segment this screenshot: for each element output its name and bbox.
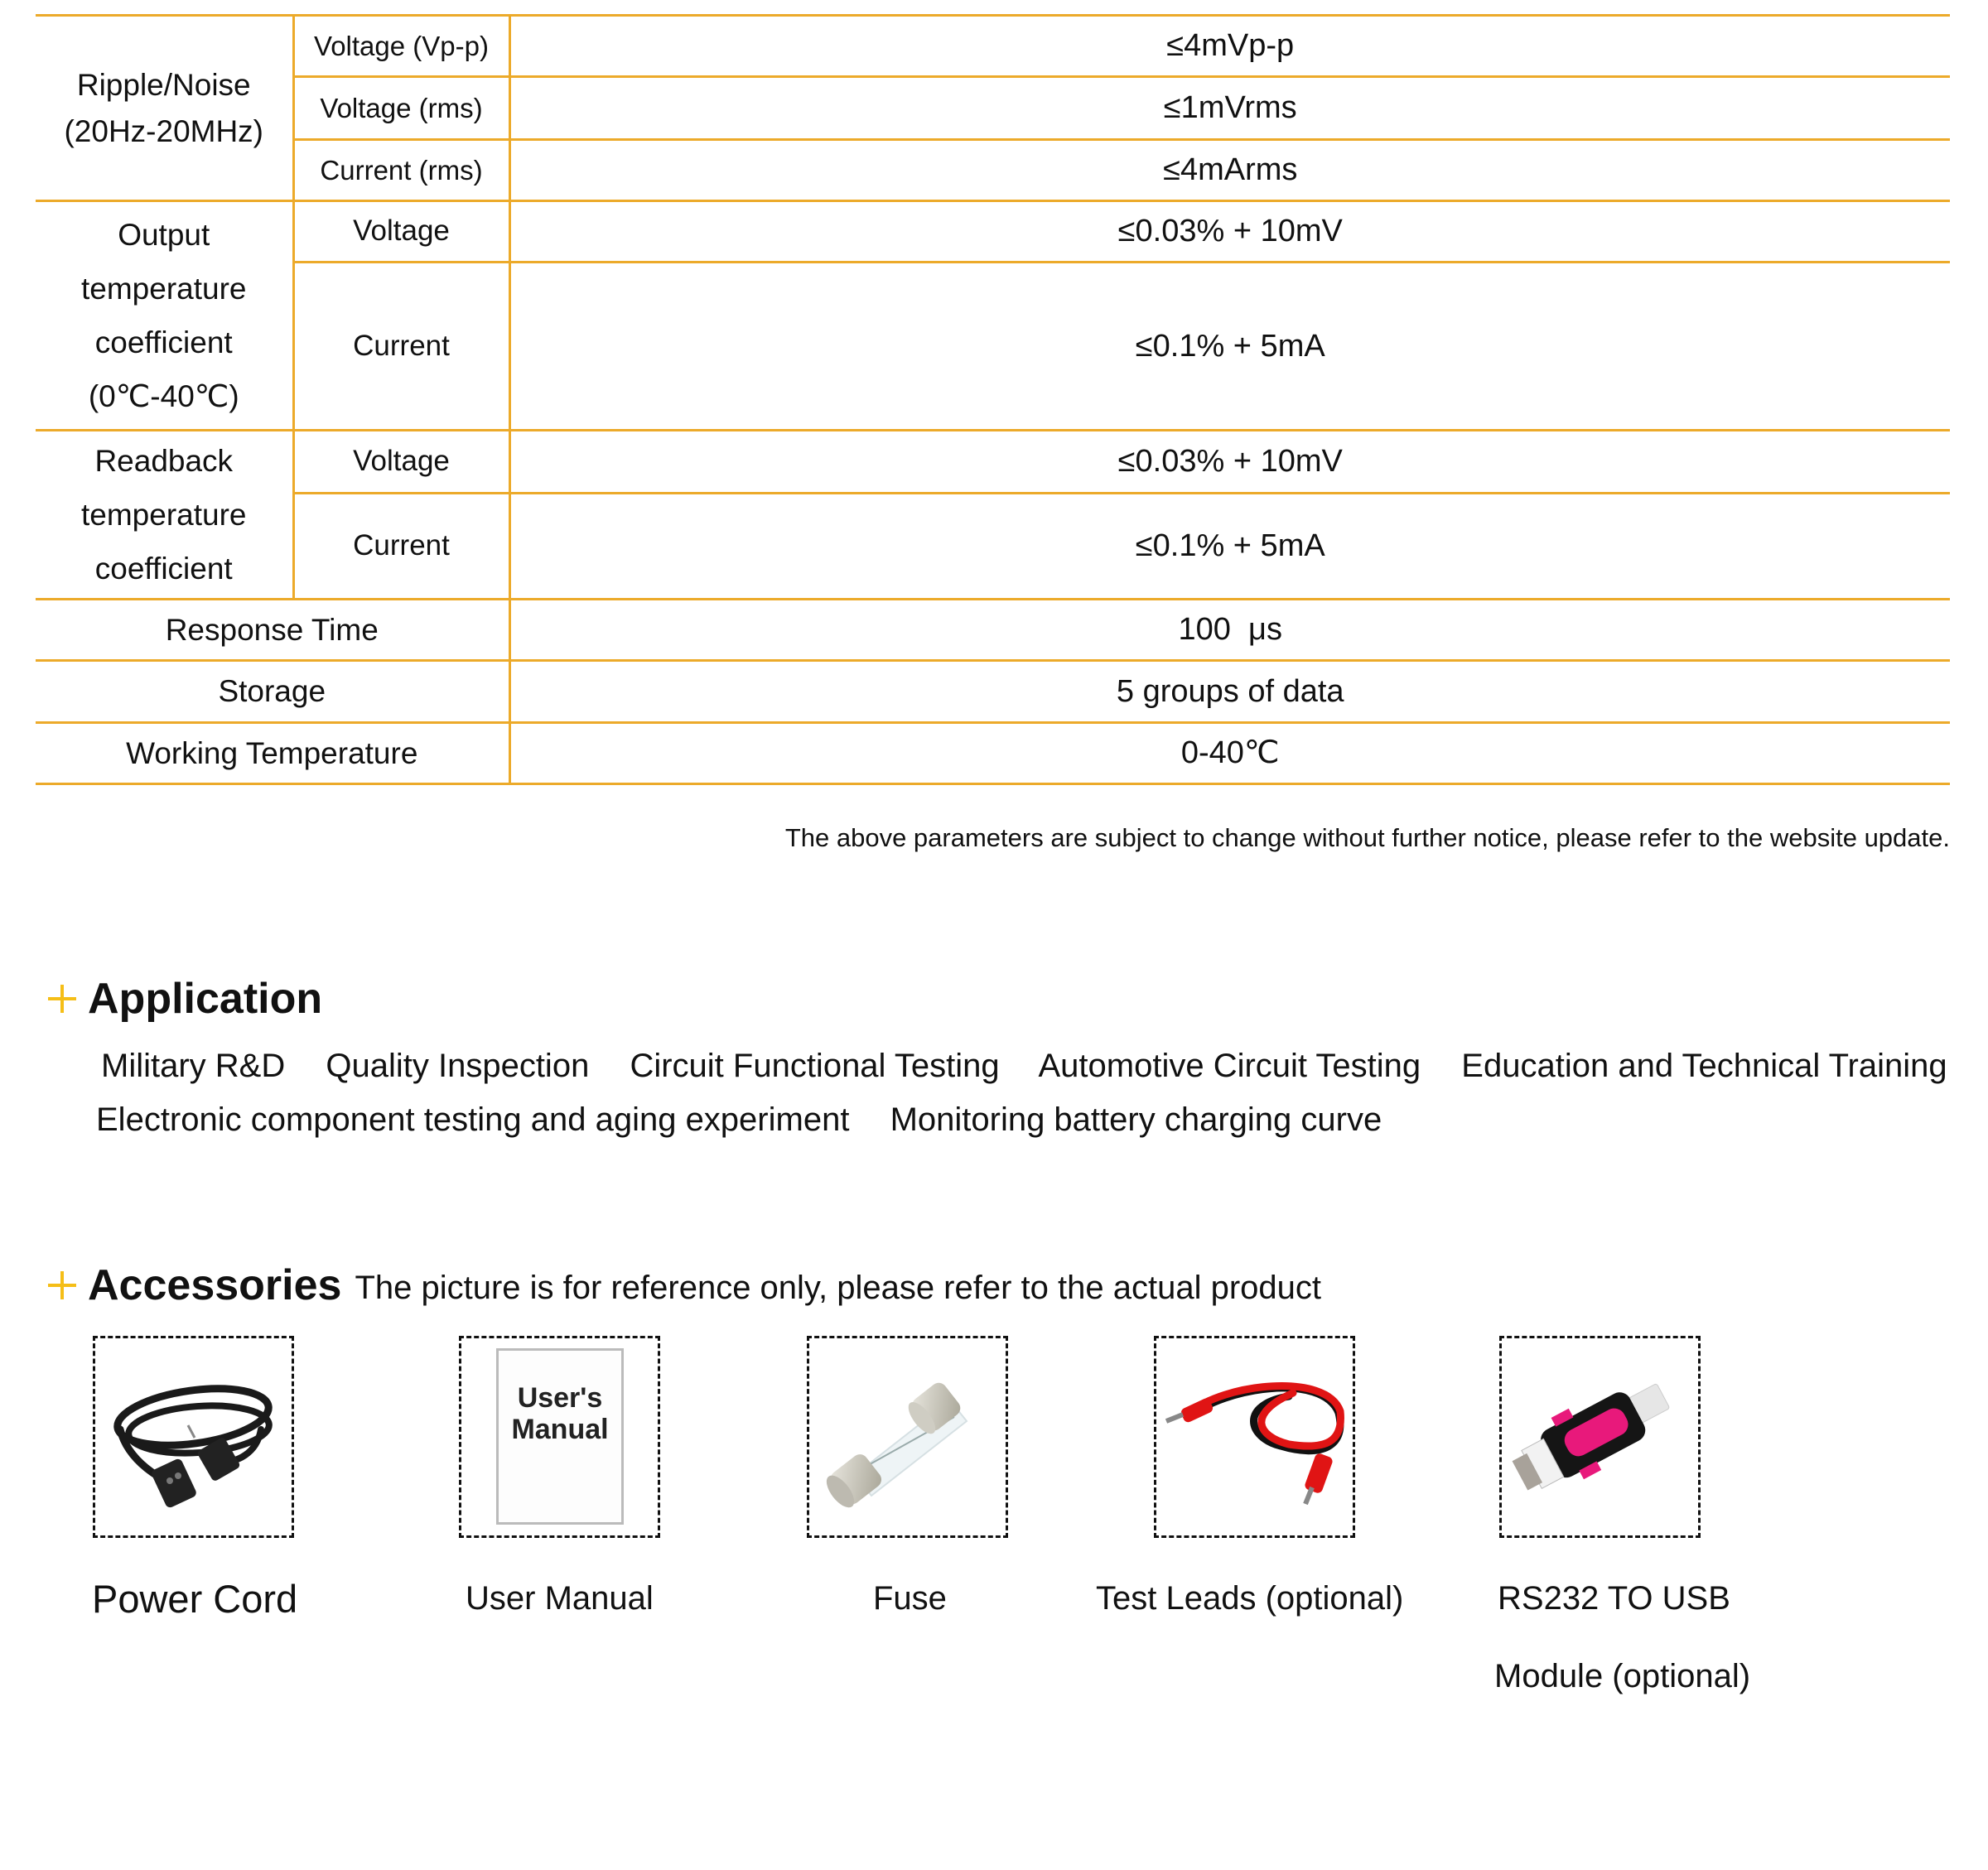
fuse-icon xyxy=(809,1338,1006,1535)
value-cell: ≤0.03% + 10mV xyxy=(509,431,1950,494)
accessories-title: Accessories xyxy=(88,1261,342,1309)
application-item: Circuit Functional Testing xyxy=(630,1048,1000,1084)
value-cell: ≤4mArms xyxy=(509,140,1950,201)
manual-cover-text xyxy=(499,1382,621,1445)
value-cell: 5 groups of data xyxy=(509,661,1950,723)
group-label-line: coefficient xyxy=(94,552,233,586)
spec-table xyxy=(36,14,1950,785)
row-label: Response Time xyxy=(36,600,509,661)
application-item: Education and Technical Training xyxy=(1461,1048,1947,1084)
group-label-line: Readback xyxy=(94,444,234,478)
plus-icon xyxy=(48,985,76,1013)
power-cord-icon xyxy=(95,1338,292,1535)
table-row xyxy=(36,600,1950,661)
value-cell: ≤0.03% + 10mV xyxy=(509,201,1950,263)
rs232-usb-icon xyxy=(1502,1338,1698,1535)
table-row xyxy=(36,16,1950,77)
application-title: Application xyxy=(88,975,323,1023)
application-item: Military R&D xyxy=(101,1048,286,1084)
group-label-line: temperature xyxy=(81,272,247,306)
application-item: Monitoring battery charging curve xyxy=(890,1101,1382,1138)
value-cell: 0-40℃ xyxy=(509,723,1950,784)
row-label: Working Temperature xyxy=(36,723,509,784)
footnote: The above parameters are subject to change without further notice, please refer to the website update. xyxy=(784,823,1950,852)
application-item: Electronic component testing and aging experiment xyxy=(96,1101,850,1138)
group-label-line: temperature xyxy=(81,498,247,532)
row-label: Storage xyxy=(36,661,509,723)
manual-cover-icon xyxy=(496,1348,624,1525)
application-item: Automotive Circuit Testing xyxy=(1038,1048,1421,1084)
table-row xyxy=(36,723,1950,784)
plus-icon xyxy=(48,1271,76,1299)
test-leads-icon xyxy=(1156,1338,1353,1535)
table-row xyxy=(36,140,1950,201)
group-label-line: (0℃-40℃) xyxy=(88,379,239,413)
accessory-label-test-leads: Test Leads (optional) xyxy=(1096,1580,1404,1617)
value-cell: 100 μs xyxy=(509,600,1950,661)
application-item: Quality Inspection xyxy=(326,1048,590,1084)
accessory-label-rs232-line2: Module (optional) xyxy=(1494,1658,1751,1694)
table-row xyxy=(36,77,1950,140)
power-cord-image xyxy=(93,1336,294,1538)
param-cell: Voltage xyxy=(293,431,509,494)
application-heading xyxy=(48,974,322,1024)
accessory-label-fuse: Fuse xyxy=(873,1580,947,1617)
table-row xyxy=(36,263,1950,431)
accessories-heading xyxy=(48,1260,1321,1310)
rs232-usb-module-image xyxy=(1499,1336,1701,1538)
accessory-label-rs232-line1: RS232 TO USB xyxy=(1498,1580,1730,1617)
accessory-label-power-cord: Power Cord xyxy=(92,1577,298,1621)
group-label-line: Ripple/Noise xyxy=(76,68,251,102)
readback-temp-coeff-label xyxy=(36,431,293,600)
fuse-image xyxy=(807,1336,1008,1538)
output-temp-coeff-label xyxy=(36,201,293,431)
group-label-line: Output xyxy=(118,218,210,252)
application-line-1 xyxy=(101,1048,1979,1085)
ripple-noise-label xyxy=(36,16,293,201)
param-cell: Voltage xyxy=(293,201,509,263)
user-manual-image xyxy=(459,1336,660,1538)
application-line-2 xyxy=(96,1101,1413,1139)
value-cell: ≤1mVrms xyxy=(509,77,1950,140)
table-row xyxy=(36,201,1950,263)
param-cell: Voltage (Vp-p) xyxy=(293,16,509,77)
test-leads-image xyxy=(1154,1336,1355,1538)
table-row xyxy=(36,431,1950,494)
group-label-line: (20Hz-20MHz) xyxy=(64,113,264,148)
param-cell: Current (rms) xyxy=(293,140,509,201)
value-cell: ≤0.1% + 5mA xyxy=(509,494,1950,600)
group-label-line: coefficient xyxy=(94,325,233,359)
param-cell: Current xyxy=(293,263,509,431)
param-cell: Current xyxy=(293,494,509,600)
value-cell: ≤4mVp-p xyxy=(509,16,1950,77)
param-cell: Voltage (rms) xyxy=(293,77,509,140)
manual-cover-line: User's xyxy=(517,1382,603,1414)
table-row xyxy=(36,661,1950,723)
manual-cover-line: Manual xyxy=(511,1414,609,1445)
value-cell: ≤0.1% + 5mA xyxy=(509,263,1950,431)
table-row xyxy=(36,494,1950,600)
accessories-note: The picture is for reference only, please refer to the actual product xyxy=(355,1269,1321,1306)
accessory-label-user-manual: User Manual xyxy=(466,1580,654,1617)
